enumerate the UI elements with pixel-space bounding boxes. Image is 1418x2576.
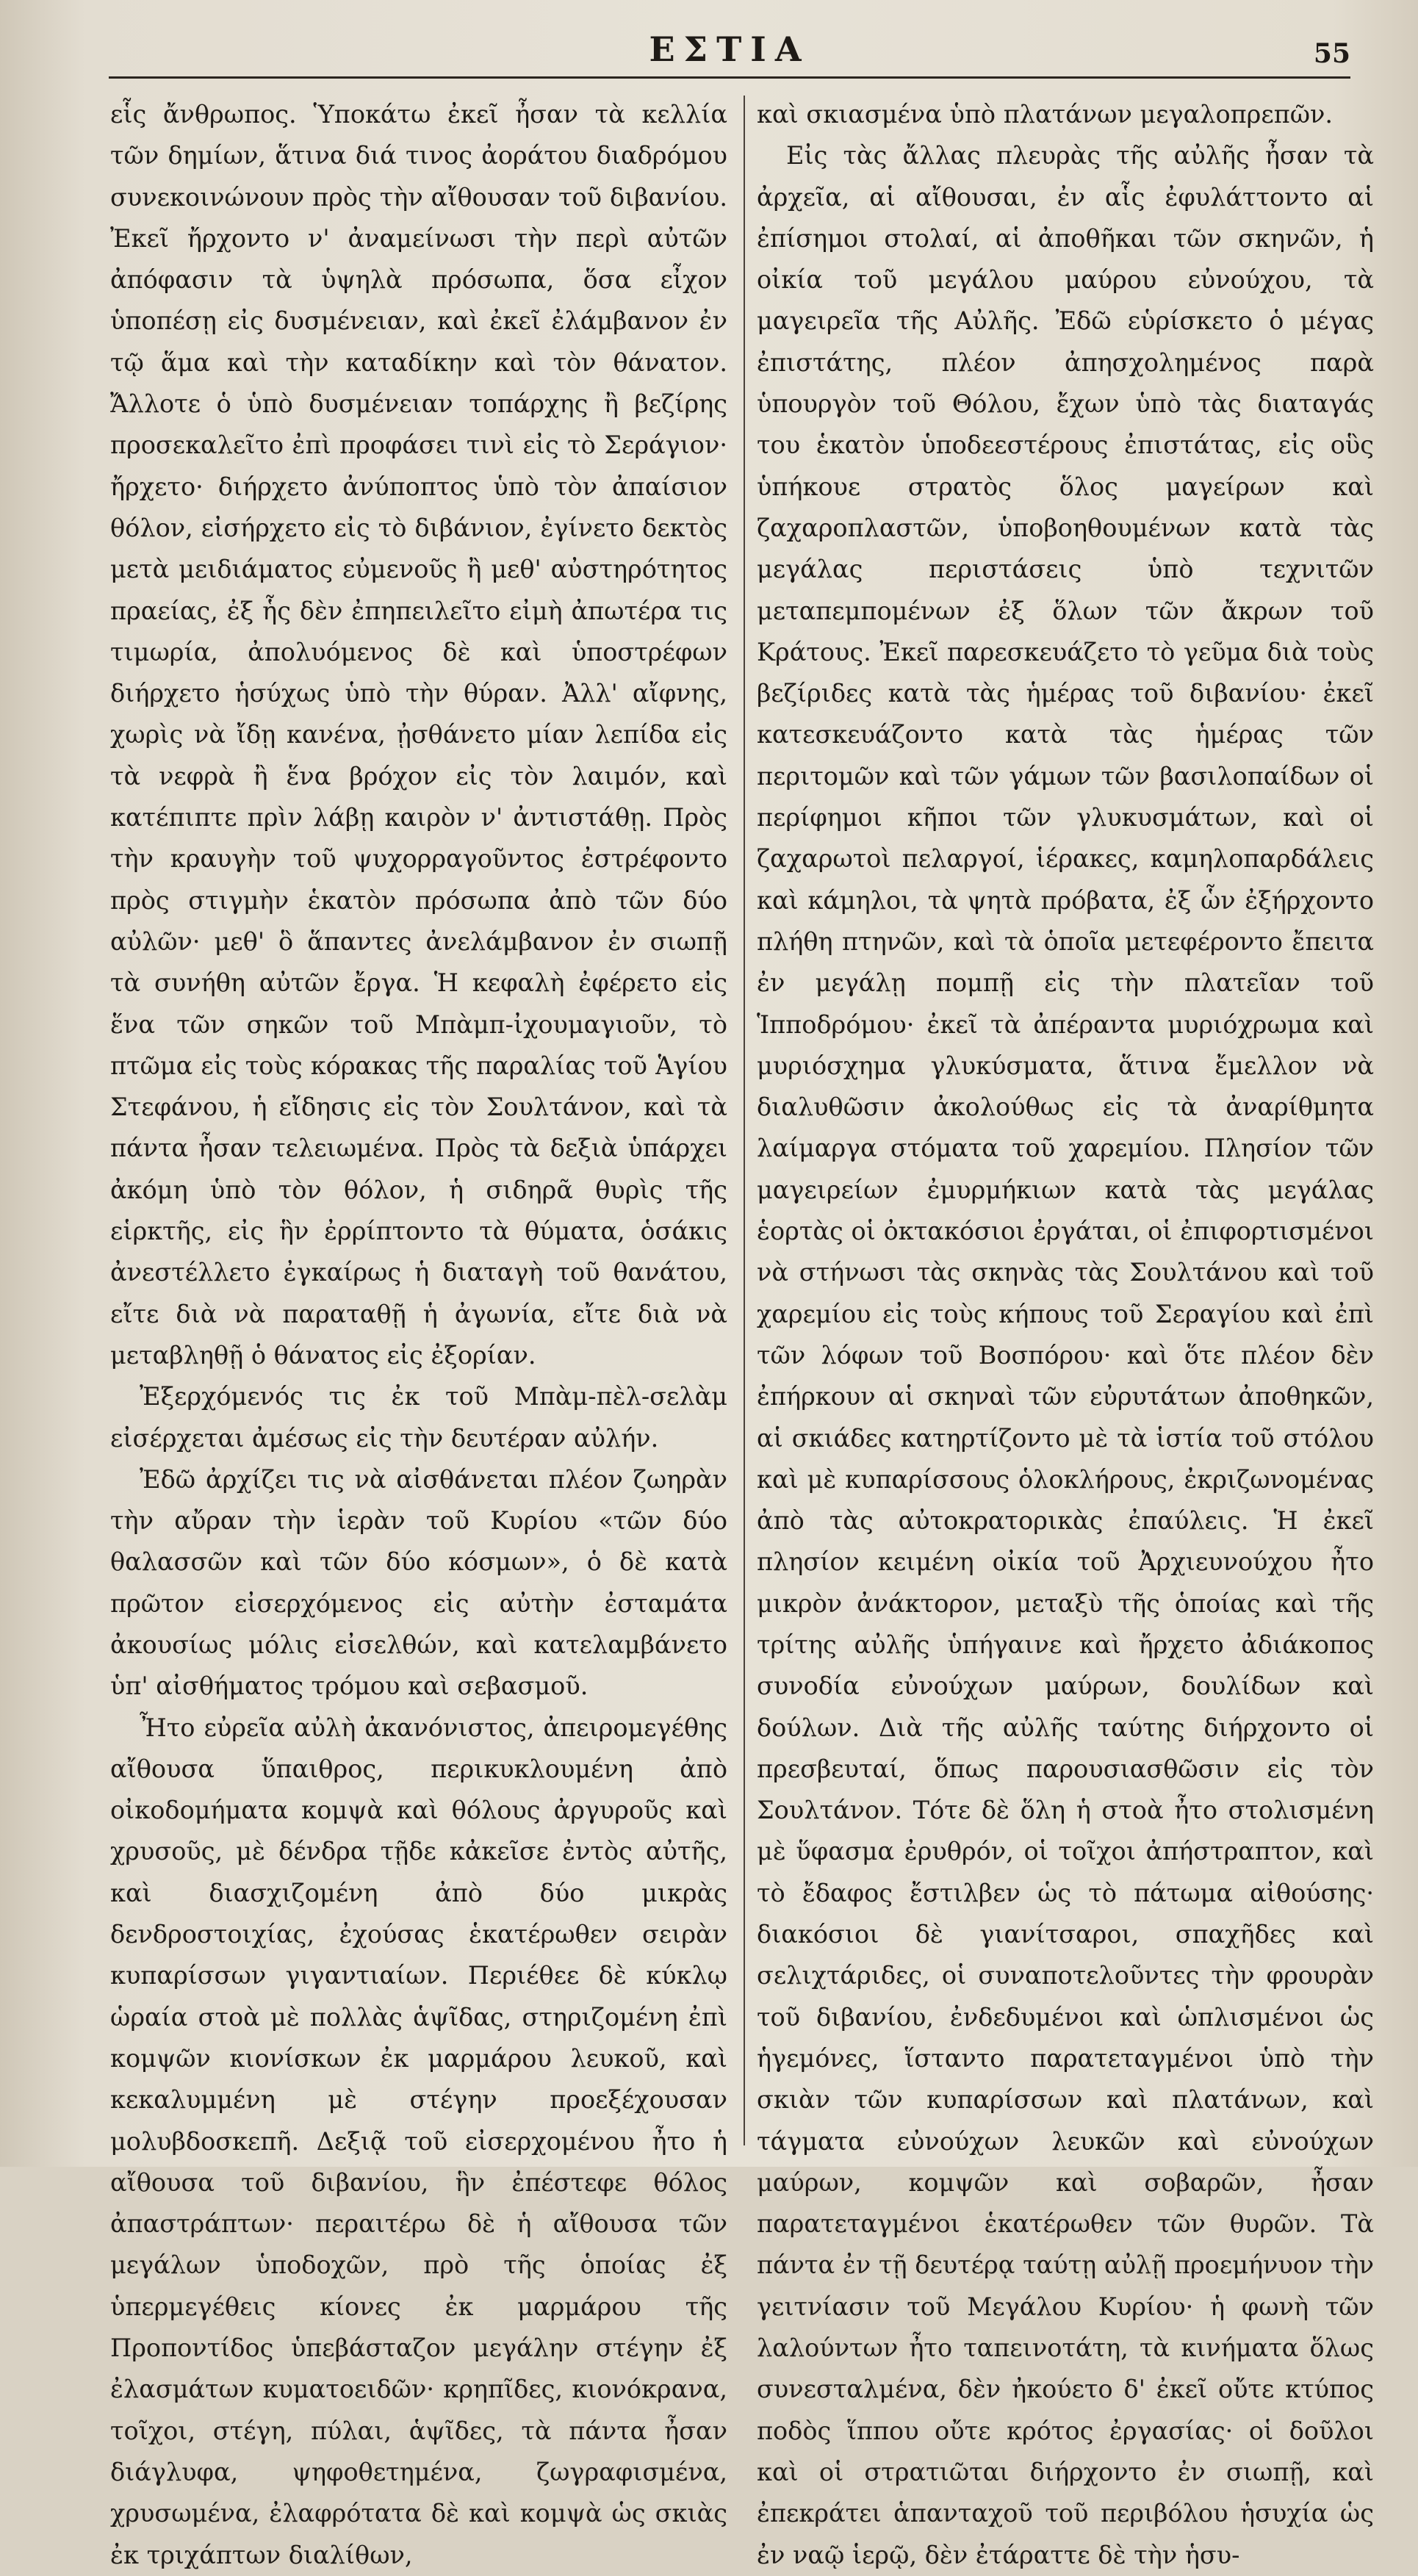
paragraph: Ἦτο εὐρεῖα αὐλὴ ἀκανόνιστος, ἀπειρομεγέθης αἴθουσα ὕπαιθρος, περικυκλουμένη ἀπὸ οἰκοδομήματα κομψὰ καὶ θόλους ἀργυροῦς καὶ χρυσοῦς, μὲ δένδρα τῇδε κἀκεῖσε ἐντὸς αὐτῆς, καὶ διασχιζομένη ἀπὸ δύο μικρὰς δενδροστοιχίας, ἐχούσας ἑκατέρωθεν σειρὰν κυπαρίσσων γιγαντιαίων. Περιέθεε δὲ κύκλῳ ὡραία στοὰ μὲ πολλὰς ἁψῖδας, στηριζομένη ἐπὶ κομψῶν κιονίσκων ἐκ μαρμάρου λευκοῦ, καὶ κεκαλυμμένη μὲ στέγην προεξέχουσαν μολυβδοσκεπῆ. Δεξιᾷ τοῦ εἰσερχομένου ἦτο ἡ αἴθουσα τοῦ διβανίου, ἣν ἐπέστεφε θόλος ἀπαστράπτων· περαιτέρω δὲ ἡ αἴθουσα τῶν μεγάλων ὑποδοχῶν, πρὸ τῆς ὁποίας ἐξ ὑπερμεγέθεις κίονες ἐκ μαρμάρου τῆς Προποντίδος ὑπεβάσταζον μεγάλην στέγην ἐξ ἐλασμάτων κυματοειδῶν· κρηπῖδες, κιονόκρανα, τοῖχοι, στέγη, πύλαι, ἁψῖδες, τὰ πάντα ἦσαν διάγλυφα, ψηφοθετημένα, ζωγραφισμένα, χρυσωμένα, ἐλαφρότατα δὲ καὶ κομψὰ ὡς σκιὰς ἐκ τριχάπτων διαλίθων, [110,1713,727,2569]
page-number: 55 [1313,38,1350,69]
left-column [110,94,727,2576]
paragraph: Ἐδῶ ἀρχίζει τις νὰ αἰσθάνεται πλέον ζωηρὰν τὴν αὔραν τὴν ἱερὰν τοῦ Κυρίου «τῶν δύο θαλασσῶν καὶ τῶν δύο κόσμων», ὁ δὲ κατὰ πρῶτον εἰσερχόμενος εἰς αὐτὴν ἐσταμάτα ἀκουσίως μόλις εἰσελθών, καὶ κατελαμβάνετο ὑπ' αἰσθήματος τρόμου καὶ σεβασμοῦ. [110,1464,727,1701]
paragraph: καὶ σκιασμένα ὑπὸ πλατάνων μεγαλοπρεπῶν. [757,100,1334,129]
right-column [757,94,1374,2576]
paragraph: Εἰς τὰς ἄλλας πλευρὰς τῆς αὐλῆς ἦσαν τὰ ἀρχεῖα, αἱ αἴθουσαι, ἐν αἷς ἐφυλάττοντο αἱ ἐπίσημοι στολαί, αἱ ἀποθῆκαι τῶν σκηνῶν, ἡ οἰκία τοῦ μεγάλου μαύρου εὐνούχου, τὰ μαγειρεῖα τῆς Αὐλῆς. Ἐδῶ εὑρίσκετο ὁ μέγας ἐπιστάτης, πλέον ἀπησχολημένος παρὰ ὑπουργὸν τοῦ Θόλου, ἔχων ὑπὸ τὰς διαταγάς του ἑκατὸν ὑποδεεστέρους ἐπιστάτας, εἰς οὓς ὑπήκουε στρατὸς ὅλος μαγείρων καὶ ζαχαροπλαστῶν, ὑποβοηθουμένων κατὰ τὰς μεγάλας περιστάσεις ὑπὸ τεχνιτῶν μεταπεμπομένων ἐξ ὅλων τῶν ἄκρων τοῦ Κράτους. Ἐκεῖ παρεσκευάζετο τὸ γεῦμα διὰ τοὺς βεζίριδες κατὰ τὰς ἡμέρας τοῦ διβανίου· ἐκεῖ κατεσκευάζοντο κατὰ τὰς ἡμέρας τῶν περιτομῶν καὶ τῶν γάμων τῶν βασιλοπαίδων οἱ περίφημοι κῆποι τῶν γλυκυσμάτων, καὶ οἱ ζαχαρωτοὶ πελαργοί, ἱέρακες, καμηλοπαρδάλεις καὶ κάμηλοι, τὰ ψητὰ πρόβατα, ἐξ ὧν ἐξήρχοντο πλήθη πτηνῶν, καὶ τὰ ὁποῖα μετεφέροντο ἔπειτα ἐν μεγάλῃ πομπῇ εἰς τὴν πλατεῖαν τοῦ Ἱπποδρόμου· ἐκεῖ τὰ ἀπέραντα μυριόχρωμα καὶ μυριόσχημα γλυκύσματα, ἅτινα ἔμελλον νὰ διαλυθῶσιν ἀκολούθως εἰς τὰ ἀναρίθμητα λαίμαργα στόματα τοῦ χαρεμίου. Πλησίον τῶν μαγειρείων ἐμυρμήκιων κατὰ τὰς μεγάλας ἑορτὰς οἱ ὀκτακόσιοι ἐργάται, οἱ ἐπιφορτισμένοι νὰ στήνωσι τὰς σκηνὰς τὰς Σουλτάνου καὶ τοῦ χαρεμίου εἰς τοὺς κήπους τοῦ Σεραγίου καὶ ἐπὶ τῶν λόφων τοῦ Βοσπόρου· καὶ ὅτε πλέον δὲν ἐπήρκουν αἱ σκηναὶ τῶν εὐρυτάτων ἀποθηκῶν, αἱ σκιάδες κατηρτίζοντο μὲ τὰ ἱστία τοῦ στόλου καὶ μὲ κυπαρίσσους ὁλοκλήρους, ἐκριζωνομένας ἀπὸ τὰς αὐτοκρατορικὰς ἐπαύλεις. Ἡ ἐκεῖ πλησίον κειμένη οἰκία τοῦ Ἀρχιευνούχου ἦτο μικρὸν ἀνάκτορον, μεταξὺ τῆς ὁποίας καὶ τῆς τρίτης αὐλῆς ὑπήγαινε καὶ ἤρχετο ἀδιάκοπος συνοδία εὐνούχων μαύρων, δουλίδων καὶ δούλων. Διὰ τῆς αὐλῆς ταύτης διήρχοντο οἱ πρεσβευταί, ὅπως παρουσιασθῶσιν εἰς τὸν Σουλτάνον. Τότε δὲ ὅλη ἡ στοὰ ἦτο στολισμένη μὲ ὕφασμα ἐρυθρόν, οἱ τοῖχοι ἀπήστραπτον, καὶ τὸ ἔδαφος ἔστιλβεν ὡς τὸ πάτωμα αἰθούσης· διακόσιοι δὲ γιανίτσαροι, σπαχῆδες καὶ σελιχτάριδες, οἱ συναποτελοῦντες τὴν φρουρὰν τοῦ διβανίου, ἐνδεδυμένοι καὶ ὡπλισμένοι ὡς ἡγεμόνες, ἵσταντο παρατεταγμένοι ὑπὸ τὴν σκιὰν τῶν κυπαρίσσων καὶ πλατάνων, καὶ τάγματα εὐνούχων λευκῶν καὶ εὐνούχων μαύρων, κομψῶν καὶ σοβαρῶν, ἦσαν παρατεταγμένοι ἑκατέρωθεν τῶν θυρῶν. Τὰ πάντα ἐν τῇ δευτέρᾳ ταύτῃ αὐλῇ προεμήνυον τὴν γειτνίασιν τοῦ Μεγάλου Κυρίου· ἡ φωνὴ τῶν λαλούντων ἦτο ταπεινοτάτη, τὰ κινήματα ὅλως συνεσταλμένα, δὲν ἠκούετο δ' ἐκεῖ οὔτε κτύπος ποδὸς ἵππου οὔτε κρότος ἐργασίας· οἱ δοῦλοι καὶ οἱ στρατιῶται διήρχοντο ἐν σιωπῇ, καὶ ἐπεκράτει ἁπανταχοῦ τοῦ περιβόλου ἡσυχία ὡς ἐν ναῷ ἱερῷ, δὲν ἐτάραττε δὲ τὴν ἡσυ- [757,141,1374,2569]
header-rule [109,76,1350,79]
paragraph: εἷς ἄνθρωπος. Ὑποκάτω ἐκεῖ ἦσαν τὰ κελλία τῶν δημίων, ἅτινα διά τινος ἀοράτου διαδρόμου συνεκοινώνουν πρὸς τὴν αἴθουσαν τοῦ διβανίου. Ἐκεῖ ἤρχοντο ν' ἀναμείνωσι τὴν περὶ αὐτῶν ἀπόφασιν τὰ ὑψηλὰ πρόσωπα, ὅσα εἶχον ὑποπέσῃ εἰς δυσμένειαν, καὶ ἐκεῖ ἐλάμβανον ἐν τῷ ἅμα καὶ τὴν καταδίκην καὶ τὸν θάνατον. Ἄλλοτε ὁ ὑπὸ δυσμένειαν τοπάρχης ἢ βεζίρης προσεκαλεῖτο ἐπὶ προφάσει τινὶ εἰς τὸ Σεράγιον· ἤρχετο· διήρχετο ἀνύποπτος ὑπὸ τὸν ἀπαίσιον θόλον, εἰσήρχετο εἰς τὸ διβάνιον, ἐγίνετο δεκτὸς μετὰ μειδιάματος εὐμενοῦς ἢ μεθ' αὐστηρότητος πραείας, ἐξ ἧς δὲν ἐπηπειλεῖτο εἰμὴ ἀπωτέρα τις τιμωρία, ἀπολυόμενος δὲ καὶ ὑποστρέφων διήρχετο ἡσύχως ὑπὸ τὴν θύραν. Ἀλλ' αἴφνης, χωρὶς νὰ ἴδῃ κανένα, ᾐσθάνετο μίαν λεπίδα εἰς τὰ νεφρὰ ἢ ἕνα βρόχον εἰς τὸν λαιμόν, καὶ κατέπιπτε πρὶν λάβῃ καιρὸν ν' ἀντιστάθῃ. Πρὸς τὴν κραυγὴν τοῦ ψυχορραγοῦντος ἐστρέφοντο πρὸς στιγμὴν ἑκατὸν πρόσωπα ἀπὸ τῶν δύο αὐλῶν· μεθ' ὃ ἅπαντες ἀνελάμβανον ἐν σιωπῇ τὰ συνήθη αὐτῶν ἔργα. Ἡ κεφαλὴ ἐφέρετο εἰς ἕνα τῶν σηκῶν τοῦ Μπὰμπ-ἰχουμαγιοῦν, τὸ πτῶμα εἰς τοὺς κόρακας τῆς παραλίας τοῦ Ἁγίου Στεφάνου, ἡ εἴδησις εἰς τὸν Σουλτάνον, καὶ τὰ πάντα ἦσαν τελειωμένα. Πρὸς τὰ δεξιὰ ὑπάρχει ἀκόμη ὑπὸ τὸν θόλον, ἡ σιδηρᾶ θυρὶς τῆς εἱρκτῆς, εἰς ἣν ἐρρίπτοντο τὰ θύματα, ὁσάκις ἀνεστέλλετο ἐγκαίρως ἡ διαταγὴ τοῦ θανάτου, εἴτε διὰ νὰ παραταθῇ ἡ ἀγωνία, εἴτε διὰ νὰ μεταβληθῇ ὁ θάνατος εἰς ἐξορίαν. [110,100,727,1370]
paragraph: Ἐξερχόμενός τις ἐκ τοῦ Μπὰμ-πὲλ-σελὰμ εἰσέρχεται ἀμέσως εἰς τὴν δευτέραν αὐλήν. [110,1382,727,1453]
column-divider [744,96,745,2145]
page-header [109,22,1350,82]
running-title: ΕΣΤΙΑ [649,29,810,69]
